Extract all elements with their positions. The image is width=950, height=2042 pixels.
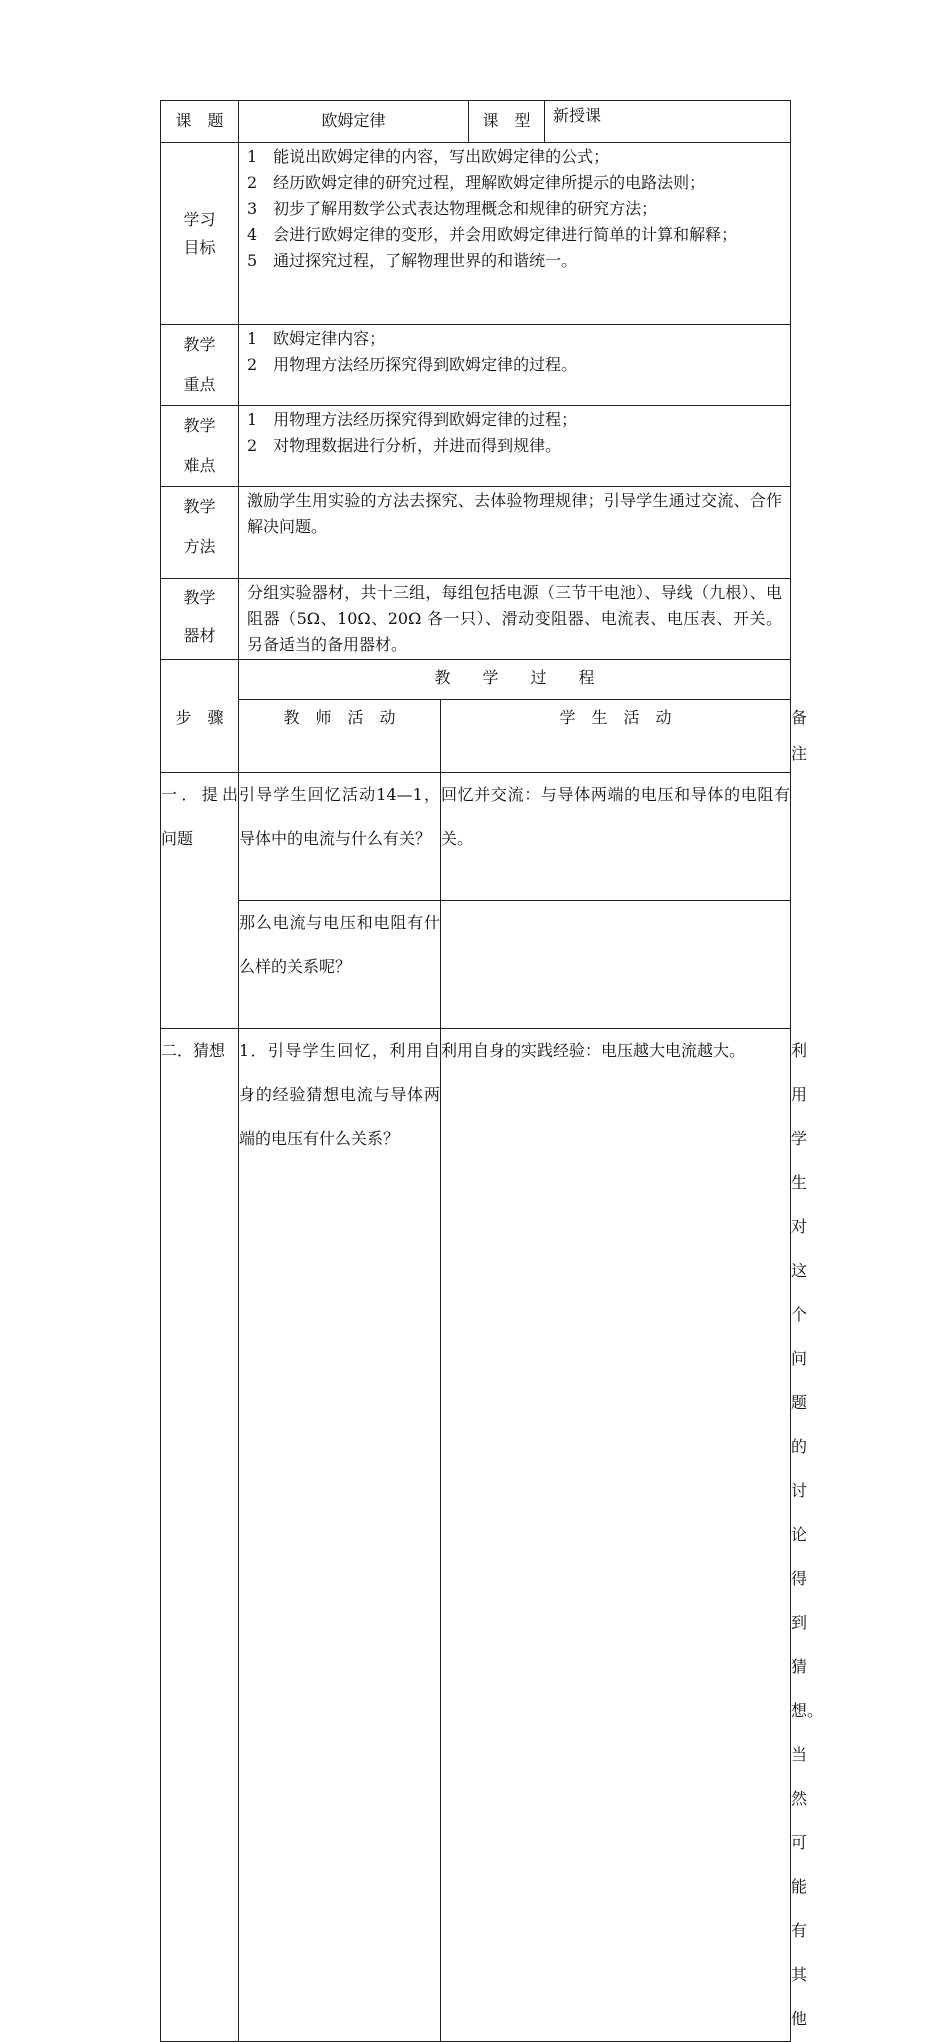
objectives-label bbox=[161, 143, 239, 325]
table-row bbox=[161, 901, 791, 1029]
header-row bbox=[161, 101, 791, 143]
methods-label-line2: 方法 bbox=[183, 537, 216, 556]
key-points-label-line1: 教学 bbox=[183, 335, 216, 354]
objectives-row bbox=[161, 143, 791, 325]
type-value: 新授课 bbox=[545, 101, 791, 143]
type-label: 课 型 bbox=[469, 101, 545, 143]
equipment-label-line1: 教学 bbox=[183, 588, 216, 607]
lesson-plan-table bbox=[160, 100, 824, 2042]
objective-item: 4 会进行欧姆定律的变形，并会用欧姆定律进行简单的计算和解释； bbox=[247, 225, 738, 244]
methods-row bbox=[161, 487, 791, 579]
difficulties-row bbox=[161, 406, 791, 487]
methods-label-line1: 教学 bbox=[183, 497, 216, 516]
table-row bbox=[161, 773, 791, 901]
difficulty-item: 2 对物理数据进行分析，并进而得到规律。 bbox=[247, 436, 562, 455]
table-row: 二．猜想 1．引导学生回忆，利用自身的经验猜想电流与导体两端的电压有什么关系？ 利用自身的实践经验：电压越大电流越大。 利用学生对这个问题的讨论得到猜想。当然可能有其他 bbox=[161, 1029, 791, 2042]
key-points-content bbox=[239, 325, 791, 406]
student-cell: 回忆并交流：与导体两端的电压和导体的电阻有关。 bbox=[441, 773, 791, 901]
step-cell: 二．猜想 bbox=[161, 1029, 239, 2042]
teacher-activity-header: 教 师 活 动 bbox=[239, 700, 441, 773]
student-cell bbox=[441, 901, 791, 1029]
difficulties-label-line2: 难点 bbox=[183, 456, 216, 475]
objectives-label-line1: 学习 bbox=[183, 209, 216, 229]
equipment-label bbox=[161, 579, 239, 660]
equipment-label-line2: 器材 bbox=[183, 626, 216, 645]
key-point-item: 2 用物理方法经历探究得到欧姆定律的过程。 bbox=[247, 355, 578, 374]
key-points-label bbox=[161, 325, 239, 406]
student-cell: 利用自身的实践经验：电压越大电流越大。 bbox=[441, 1029, 791, 2042]
process-columns-row: 教 师 活 动 学 生 活 动 备 注 bbox=[161, 700, 791, 773]
objective-item: 2 经历欧姆定律的研究过程，理解欧姆定律所提示的电路法则； bbox=[247, 173, 706, 192]
key-points-row bbox=[161, 325, 791, 406]
steps-label: 步 骤 bbox=[161, 660, 239, 773]
difficulties-label bbox=[161, 406, 239, 487]
topic-value: 欧姆定律 bbox=[239, 101, 469, 143]
equipment-content: 分组实验器材，共十三组，每组包括电源（三节干电池）、导线（九根）、电阻器（5Ω、10Ω、20Ω 各一只）、滑动变阻器、电流表、电压表、开关。另备适当的备用器材。 bbox=[239, 579, 791, 660]
difficulties-content bbox=[239, 406, 791, 487]
methods-content: 激励学生用实验的方法去探究、去体验物理规律；引导学生通过交流、合作解决问题。 bbox=[239, 487, 791, 579]
key-points-label-line2: 重点 bbox=[183, 375, 216, 394]
objectives-content bbox=[239, 143, 791, 325]
objective-item: 1 能说出欧姆定律的内容，写出欧姆定律的公式； bbox=[247, 147, 610, 166]
key-point-item: 1 欧姆定律内容； bbox=[247, 329, 386, 348]
difficulty-item: 1 用物理方法经历探究得到欧姆定律的过程； bbox=[247, 410, 578, 429]
student-activity-header: 学 生 活 动 bbox=[441, 700, 791, 773]
process-title-row bbox=[161, 660, 791, 700]
difficulties-label-line1: 教学 bbox=[183, 416, 216, 435]
teacher-cell: 那么电流与电压和电阻有什么样的关系呢？ bbox=[239, 901, 441, 1029]
teacher-cell: 1．引导学生回忆，利用自身的经验猜想电流与导体两端的电压有什么关系？ bbox=[239, 1029, 441, 2042]
objectives-label-line2: 目标 bbox=[183, 237, 216, 257]
step-cell: 一．提出问题 bbox=[161, 773, 239, 1029]
objective-item: 3 初步了解用数学公式表达物理概念和规律的研究方法； bbox=[247, 199, 658, 218]
objective-item: 5 通过探究过程，了解物理世界的和谐统一。 bbox=[247, 251, 578, 270]
process-title: 教 学 过 程 bbox=[239, 660, 791, 700]
teacher-cell: 引导学生回忆活动14—1，导体中的电流与什么有关？ bbox=[239, 773, 441, 901]
methods-label bbox=[161, 487, 239, 579]
topic-label: 课 题 bbox=[161, 101, 239, 143]
equipment-row bbox=[161, 579, 791, 660]
